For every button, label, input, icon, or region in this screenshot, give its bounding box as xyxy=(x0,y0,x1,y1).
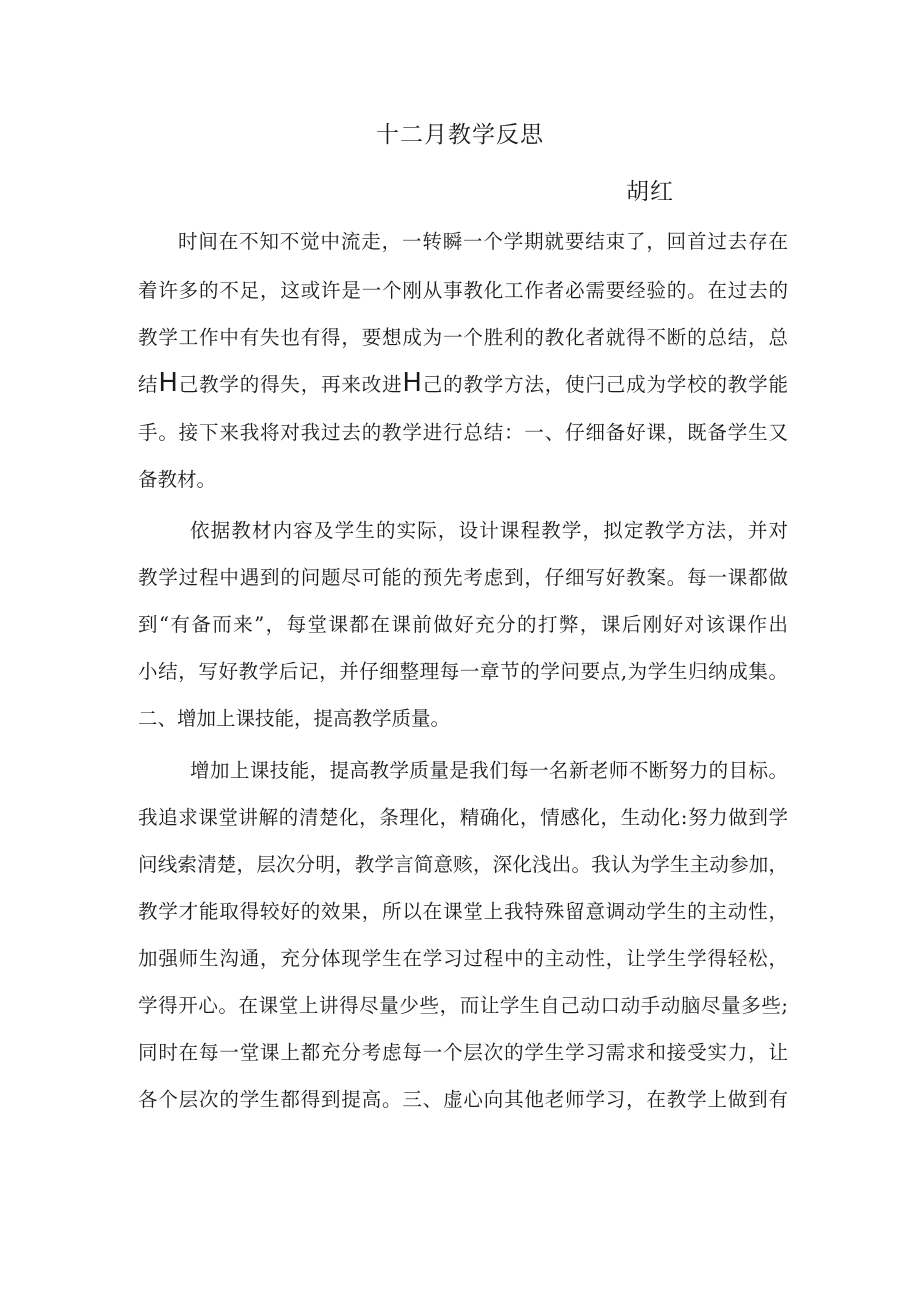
paragraph-line: 教学工作中有失也有得，要想成为一个胜利的教化者就得不断的总结，总 xyxy=(138,326,788,349)
text-segment: 结 xyxy=(138,373,159,396)
glyph-h: H xyxy=(158,368,178,398)
paragraph-line-mixed xyxy=(138,368,788,399)
paragraph-line: 问线索清楚，层次分明，教学言简意赅，深化浅出。我认为学生主动参加， xyxy=(138,853,788,876)
paragraph-line: 备教材。 xyxy=(138,468,217,491)
paragraph-line: 教学过程中遇到的问题尽可能的预先考虑到，仔细写好教案。每一课都做 xyxy=(138,566,788,589)
text-segment: 己教学的得失，再来改进 xyxy=(177,373,403,396)
paragraph-line: 我追求课堂讲解的清楚化，条理化，精确化，情感化，生动化:努力做到学 xyxy=(138,806,788,829)
glyph-h: H xyxy=(402,368,422,398)
paragraph-line: 依据教材内容及学生的实际，设计课程教学，拟定教学方法，并对 xyxy=(190,519,788,542)
text-segment: 己的教学方法，使闩己成为学校的教学能 xyxy=(421,373,788,396)
paragraph-line: 到“有备而来”，每堂课都在课前做好充分的打弊，课后刚好对该课作出 xyxy=(138,613,788,636)
paragraph-line: 增加上课技能，提高教学质量是我们每一名新老师不断努力的目标。 xyxy=(190,759,788,782)
paragraph-line: 各个层次的学生都得到提高。三、虚心向其他老师学习，在教学上做到有 xyxy=(138,1088,788,1111)
paragraph-line: 二、增加上课技能，提高教学质量。 xyxy=(138,707,451,730)
paragraph-line: 加强师生沟通，充分体现学生在学习过程中的主动性，让学生学得轻松， xyxy=(138,947,788,970)
paragraph-line: 学得开心。在课堂上讲得尽量少些，而让学生自己动口动手动脑尽量多些; xyxy=(138,994,788,1017)
author-name: 胡红 xyxy=(626,179,674,205)
paragraph-line: 同时在每一堂课上都充分考虑每一个层次的学生学习需求和接受实力，让 xyxy=(138,1041,788,1064)
document-title: 十二月教学反思 xyxy=(376,122,544,148)
paragraph-line: 教学才能取得较好的效果，所以在课堂上我特殊留意调动学生的主动性， xyxy=(138,900,788,923)
paragraph-line: 手。接下来我将对我过去的教学进行总结：一、仔细备好课，既备学生又 xyxy=(138,421,788,444)
paragraph-line: 着许多的不足，这或许是一个刚从事教化工作者必需要经验的。在过去的 xyxy=(138,279,788,302)
paragraph-line: 小结，写好教学后记，并仔细整理每一章节的学问要点,为学生归纳成集。 xyxy=(138,660,788,683)
paragraph-line: 时间在不知不觉中流走，一转瞬一个学期就要结束了，回首过去存在 xyxy=(178,230,788,253)
